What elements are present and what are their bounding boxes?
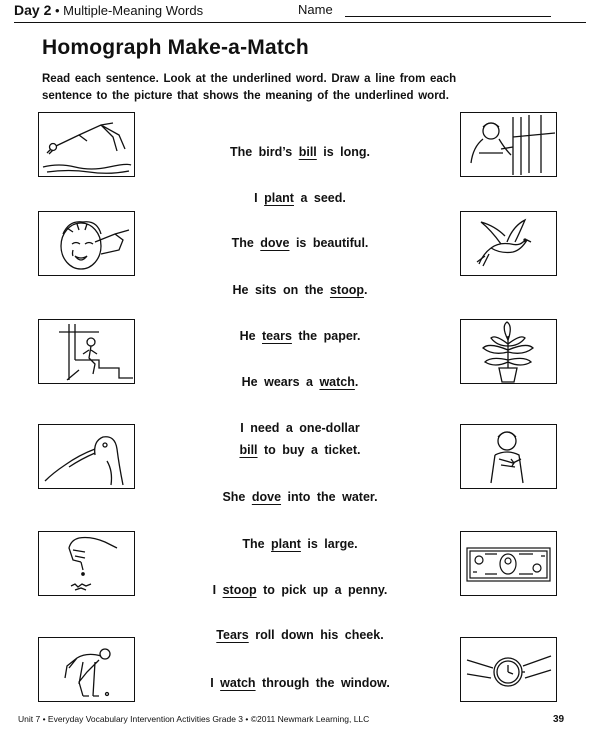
sentence-7-line-2[interactable]: bill to buy a ticket. (239, 443, 361, 457)
sentence-6[interactable]: He wears a watch. (241, 375, 359, 389)
underlined-word: Tears (216, 628, 249, 642)
underlined-word: watch (220, 676, 256, 690)
underlined-word: bill (298, 145, 317, 159)
underlined-word: watch (319, 375, 355, 389)
underlined-word: tears (262, 329, 292, 343)
bird-bill-picture[interactable] (38, 424, 135, 489)
boy-at-window-picture[interactable] (460, 112, 557, 177)
sentence-8[interactable]: She dove into the water. (222, 490, 378, 504)
wristwatch-picture[interactable] (460, 637, 557, 702)
underlined-word: dove (251, 490, 282, 504)
underlined-word: plant (264, 191, 294, 205)
dollar-bill-picture[interactable] (460, 531, 557, 596)
planting-hand-icon (39, 532, 134, 595)
sentence-10[interactable]: I stoop to pick up a penny. (212, 583, 388, 597)
sentence-4[interactable]: He sits on the stoop. (232, 283, 368, 297)
crying-boy-icon (39, 212, 134, 275)
sentence-3[interactable]: The dove is beautiful. (231, 236, 369, 250)
diving-girl-picture[interactable] (38, 112, 135, 177)
sentence-1[interactable]: The bird’s bill is long. (229, 145, 371, 159)
diving-girl-icon (39, 113, 134, 176)
plant-icon (461, 320, 556, 383)
dove-icon (461, 212, 556, 275)
underlined-word: bill (239, 443, 258, 457)
name-write-line[interactable] (345, 16, 551, 17)
sentence-7-line-1[interactable]: I need a one-dollar (240, 421, 360, 435)
underlined-word: stoop (222, 583, 257, 597)
window-boy-icon (461, 113, 556, 176)
potted-plant-picture[interactable] (460, 319, 557, 384)
boy-on-stoop-picture[interactable] (38, 319, 135, 384)
tearing-paper-icon (461, 425, 556, 488)
worksheet-title: Homograph Make-a-Match (42, 36, 309, 59)
stooping-man-picture[interactable] (38, 637, 135, 702)
header-bullet: • (54, 3, 60, 18)
stooping-man-icon (39, 638, 134, 701)
instructions: Read each sentence. Look at the underlined word. Draw a line from each sentence to the picture that shows the meaning of the underlined word. (42, 73, 457, 102)
sentence-11[interactable]: Tears roll down his cheek. (216, 628, 384, 642)
dove-bird-picture[interactable] (460, 211, 557, 276)
footer-text: Unit 7 • Everyday Vocabulary Intervention Activities Grade 3 • ©2011 Newmark Learning, LLC (18, 714, 370, 724)
sentence-2[interactable]: I plant a seed. (254, 191, 346, 205)
underlined-word: stoop (329, 283, 364, 297)
crying-boy-picture[interactable] (38, 211, 135, 276)
planting-seed-picture[interactable] (38, 531, 135, 596)
underlined-word: plant (271, 537, 301, 551)
sentence-5[interactable]: He tears the paper. (239, 329, 361, 343)
sentence-9[interactable]: The plant is large. (242, 537, 358, 551)
name-label: Name (298, 2, 333, 17)
sentence-12[interactable]: I watch through the window. (210, 676, 390, 690)
page-header (14, 2, 203, 18)
wristwatch-icon (461, 638, 556, 701)
topic-label: Multiple-Meaning Words (63, 3, 204, 18)
underlined-word: dove (260, 236, 290, 250)
stoop-icon (39, 320, 134, 383)
header-rule (14, 22, 586, 23)
boy-tearing-paper-picture[interactable] (460, 424, 557, 489)
day-label: Day 2 (14, 2, 52, 18)
dollar-bill-icon (461, 532, 556, 595)
bird-bill-icon (39, 425, 134, 488)
page-number: 39 (553, 714, 565, 725)
